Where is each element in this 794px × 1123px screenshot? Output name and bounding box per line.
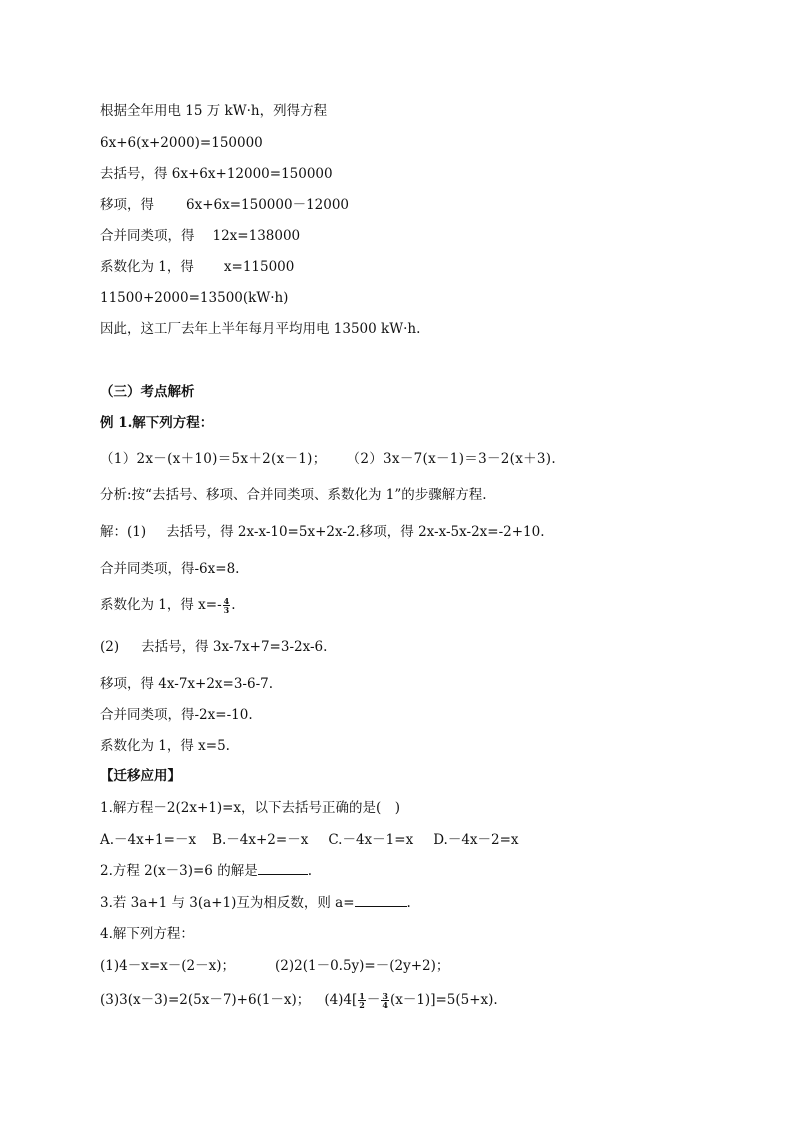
step-label: 移项，得 xyxy=(100,197,154,213)
practice-heading: 【迁移应用】 xyxy=(100,768,181,784)
option-b: B.－4x+2=－x xyxy=(212,832,309,848)
question-4: 4.解下列方程： xyxy=(100,926,194,942)
text-line: 根据全年用电 15 万 kW·h，列得方程 xyxy=(100,103,328,119)
equation-line: 6x+6(x+2000)=150000 xyxy=(100,135,263,151)
step-label: 合并同类项，得 xyxy=(100,228,195,244)
question-1-options xyxy=(100,831,519,849)
solution-text: 去括号，得 3x-7x+7=3-2x-6. xyxy=(141,639,328,655)
fraction: $\frac{1}{2}$ xyxy=(359,991,365,1010)
answer-blank[interactable] xyxy=(355,894,407,907)
option-a: A.－4x+1=－x xyxy=(100,832,197,848)
step-label: 系数化为 1，得 xyxy=(100,259,194,275)
fraction: $\frac{4}{3}$ xyxy=(223,596,230,615)
question-3: 3.若 3a+1 与 3(a+1)互为相反数，则 a= . xyxy=(100,895,411,911)
option-d: D.－4x－2=x xyxy=(433,832,519,848)
solution-line: 合并同类项，得-2x=-10. xyxy=(100,707,253,723)
text-line: 去括号，得 6x+6x+12000=150000 xyxy=(100,166,333,182)
question-4-row-1 xyxy=(100,957,449,975)
section-heading: （三）考点解析 xyxy=(100,384,195,400)
solution-label: 解：(1) xyxy=(100,524,147,540)
solution-label: (2) xyxy=(100,639,120,655)
equation-line: 11500+2000=13500(kW·h) xyxy=(100,290,289,306)
solution-line: 系数化为 1，得 x=- $\frac{4}{3}$ . xyxy=(100,596,236,615)
question-4-4: (4)4[ $\frac{1}{2}$ － $\frac{3}{4}$ (x－1)]=5(5+x). xyxy=(324,991,498,1010)
answer-blank[interactable] xyxy=(258,862,308,875)
text-line: 因此，这工厂去年上半年每月平均用电 13500 kW·h. xyxy=(100,321,421,337)
solution-text: 去括号，得 2x-x-10=5x+2x-2.移项，得 2x-x-5x-2x=-2+10. xyxy=(166,524,545,540)
solution-text: 系数化为 1，得 x=- xyxy=(100,597,222,613)
step-equation: 12x=138000 xyxy=(212,228,301,244)
solution-line xyxy=(100,523,545,541)
question-4-row-2 xyxy=(100,991,498,1009)
solution-line: 系数化为 1，得 x=5. xyxy=(100,738,230,754)
option-c: C.－4x－1=x xyxy=(328,832,414,848)
example-equations xyxy=(100,450,556,468)
question-2: 2.方程 2(x－3)=6 的解是 . xyxy=(100,863,312,879)
analysis-text: 分析:按“去括号、移项、合并同类项、系数化为 1”的步骤解方程. xyxy=(100,487,487,503)
solution-line xyxy=(100,638,327,656)
example-equation-1: （1）2x－(x＋10)＝5x＋2(x－1)； xyxy=(100,451,327,467)
fraction: $\frac{3}{4}$ xyxy=(382,991,388,1010)
text-line xyxy=(100,258,294,276)
question-4-1: (1)4－x=x－(2－x)； xyxy=(100,958,235,974)
question-1: 1.解方程－2(2x+1)=x，以下去括号正确的是( ) xyxy=(100,800,401,816)
solution-line: 移项，得 4x-7x+2x=3-6-7. xyxy=(100,676,274,692)
step-equation: x=115000 xyxy=(223,259,295,275)
example-equation-2: （2）3x－7(x－1)＝3－2(x＋3). xyxy=(346,451,556,467)
text-line xyxy=(100,196,349,214)
solution-line: 合并同类项，得-6x=8. xyxy=(100,561,240,577)
question-4-3: (3)3(x－3)=2(5x－7)+6(1－x)； xyxy=(100,992,311,1008)
text-line xyxy=(100,227,300,245)
question-4-2: (2)2(1－0.5y)=－(2y+2)； xyxy=(275,958,450,974)
example-title: 例 1.解下列方程： xyxy=(100,415,214,431)
step-equation: 6x+6x=150000－12000 xyxy=(186,197,350,213)
